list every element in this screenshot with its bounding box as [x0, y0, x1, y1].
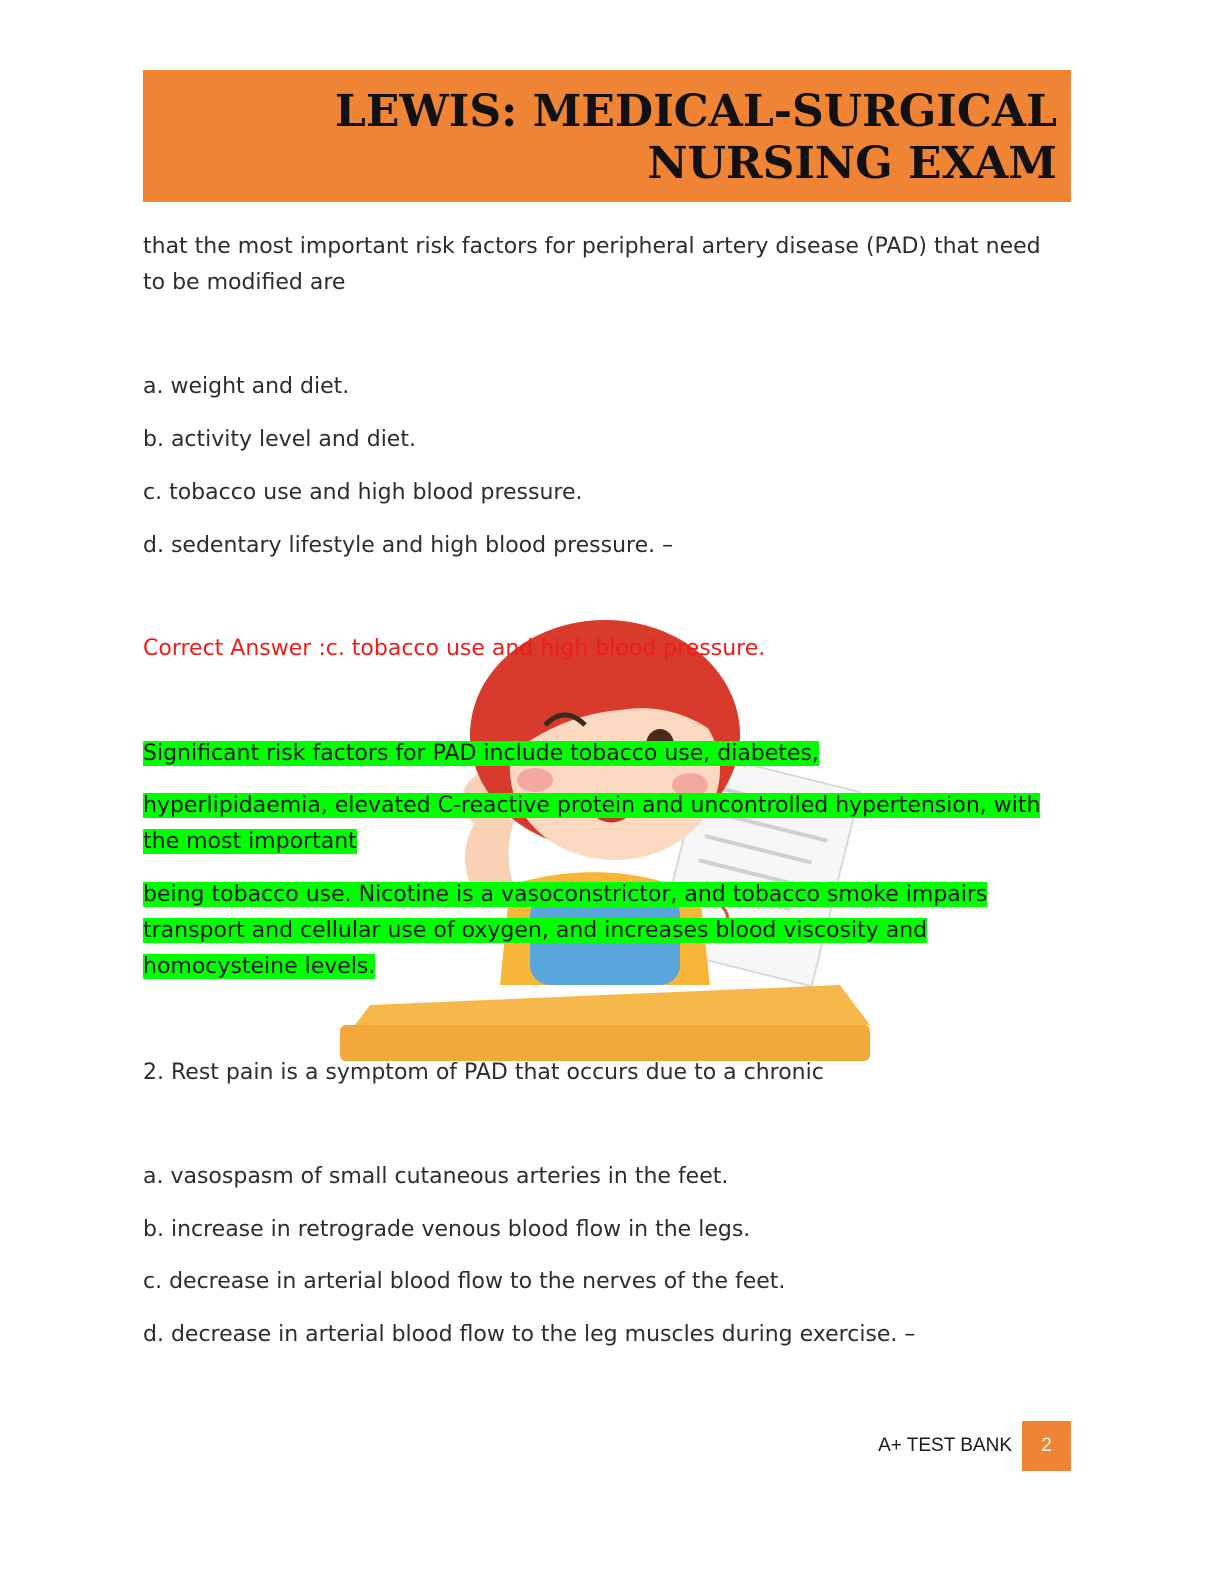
q1-rationale-line-3 — [143, 877, 1003, 985]
q1-correct-answer: Correct Answer :c. tobacco use and high blood pressure. — [143, 636, 766, 661]
q1-option-c: c. tobacco use and high blood pressure. — [143, 480, 583, 505]
page-number: 2 — [1022, 1421, 1071, 1471]
q1-rationale-line-2 — [143, 788, 1055, 860]
question-2-stem: 2. Rest pain is a symptom of PAD that occurs due to a chronic — [143, 1060, 824, 1085]
footer-label: A+ TEST BANK — [878, 1435, 1012, 1456]
title-line-2: NURSING EXAM — [647, 138, 1057, 189]
title-line-1: LEWIS: MEDICAL-SURGICAL — [334, 86, 1057, 137]
q1-rationale-highlight-2: hyperlipidaemia, elevated C-reactive protein and uncontrolled hypertension, with the most important — [143, 793, 1041, 854]
document-title — [335, 86, 1057, 190]
document-header — [143, 70, 1071, 202]
q1-rationale-highlight-3: being tobacco use. Nicotine is a vasoconstrictor, and tobacco smoke impairs transport and cellular use of oxygen, and increases blood viscosity and homocysteine levels. — [143, 882, 988, 979]
q1-rationale-highlight-1: Significant risk factors for PAD include tobacco use, diabetes, — [143, 741, 819, 766]
q2-option-c: c. decrease in arterial blood flow to the nerves of the feet. — [143, 1269, 786, 1294]
question-1-stem: that the most important risk factors for peripheral artery disease (PAD) that need to be modified are — [143, 234, 1041, 295]
q1-option-d: d. sedentary lifestyle and high blood pressure. – — [143, 533, 674, 558]
q1-option-a: a. weight and diet. — [143, 374, 350, 399]
q1-rationale-line-1 — [143, 736, 819, 772]
q2-option-d: d. decrease in arterial blood flow to the leg muscles during exercise. – — [143, 1322, 916, 1347]
q2-option-b: b. increase in retrograde venous blood flow in the legs. — [143, 1217, 751, 1242]
q1-option-b: b. activity level and diet. — [143, 427, 416, 452]
q2-option-a: a. vasospasm of small cutaneous arteries in the feet. — [143, 1164, 729, 1189]
